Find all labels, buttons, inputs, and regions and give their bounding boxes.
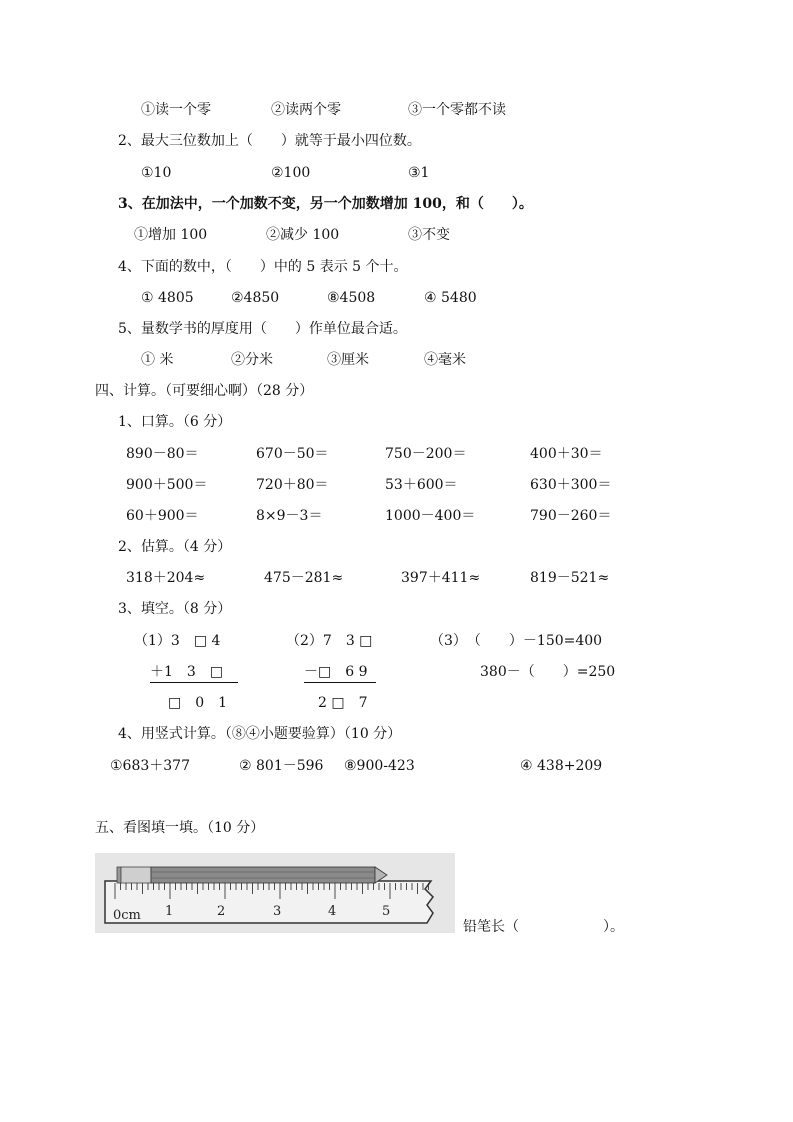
oral-item: 630＋300＝: [530, 477, 612, 493]
oral-item: 750－200＝: [385, 446, 467, 462]
question-5: 5、量数学书的厚度用（ ）作单位最合适。: [118, 321, 407, 337]
ruler-label: 3: [273, 904, 282, 919]
ruler-label: 5: [382, 904, 391, 919]
q3-option-a: ①增加 100: [134, 227, 208, 243]
oral-item: 670－50＝: [256, 446, 329, 462]
q2-option-a: ①10: [141, 165, 172, 181]
q2-option-b: ②100: [271, 165, 311, 181]
fill1-row2: ＋1 3 □: [150, 663, 238, 683]
vertical-calc-heading: 4、用竖式计算。（⑧④小题要验算）（10 分）: [118, 726, 402, 742]
q5-option-d: ④毫米: [424, 352, 466, 368]
vertical-item: ④ 438+209: [520, 758, 603, 774]
fill2-row3: 2 □ 7: [318, 695, 368, 711]
estimate-item: 397＋411≈: [401, 570, 481, 586]
oral-item: 400＋30＝: [530, 446, 603, 462]
estimate-item: 819－521≈: [530, 570, 610, 586]
q5-option-b: ②分米: [231, 352, 273, 368]
pencil-length-answer: 铅笔长（ ）。: [463, 919, 624, 935]
oral-item: 890－80＝: [126, 446, 199, 462]
estimate-item: 475－281≈: [264, 570, 344, 586]
section-5-title: 五、看图填一填。（10 分）: [95, 820, 265, 836]
oral-item: 720＋80＝: [256, 477, 329, 493]
q4-option-c: ⑧4508: [327, 290, 376, 306]
q3-option-b: ②减少 100: [266, 227, 340, 243]
fill2-row1: （2）7 3 □: [286, 633, 373, 649]
oral-item: 60＋900＝: [126, 508, 199, 524]
estimate-heading: 2、估算。（4 分）: [118, 539, 232, 555]
q5-option-a: ① 米: [141, 352, 174, 368]
q4-option-a: ① 4805: [141, 290, 194, 306]
fill1-row3: □ 0 1: [168, 695, 228, 711]
q4-option-d: ④ 5480: [424, 290, 477, 306]
ruler-label: 2: [217, 904, 226, 919]
ruler-label: 4: [328, 904, 337, 919]
option-b: ②读两个零: [271, 102, 341, 118]
ruler-label: 1: [165, 904, 174, 919]
q5-option-c: ③厘米: [327, 352, 369, 368]
fill-heading: 3、填空。（8 分）: [118, 601, 232, 617]
fill3-row1: （3） （ ）－150=400: [430, 633, 603, 649]
pencil-icon: [117, 867, 387, 883]
fill1-row1: （1）3 □ 4: [134, 633, 221, 649]
q3-option-c: ③不变: [408, 227, 450, 243]
fill2-row2: －□ 6 9: [304, 663, 376, 683]
oral-calc-heading: 1、口算。（6 分）: [118, 414, 232, 430]
vertical-item: ⑧900-423: [344, 758, 415, 774]
q4-option-b: ②4850: [231, 290, 280, 306]
oral-item: 900＋500＝: [126, 477, 208, 493]
option-a: ①读一个零: [141, 102, 211, 118]
oral-item: 1000－400＝: [385, 508, 476, 524]
question-2: 2、最大三位数加上（ ）就等于最小四位数。: [118, 133, 421, 149]
ruler-label: 0cm: [113, 908, 141, 923]
vertical-item: ①683＋377: [110, 758, 190, 774]
question-3: 3、在加法中，一个加数不变，另一个加数增加 100，和（ ）。: [118, 196, 533, 212]
q2-option-c: ③1: [408, 165, 430, 181]
option-c: ③一个零都不读: [408, 102, 506, 118]
oral-item: 53＋600＝: [385, 477, 458, 493]
estimate-item: 318＋204≈: [126, 570, 206, 586]
section-4-title: 四、计算。（可要细心啊）（28 分）: [95, 383, 314, 399]
oral-item: 790－260＝: [530, 508, 612, 524]
pencil-ruler-image: [95, 853, 455, 933]
fill3-row2: 380－（ ）=250: [480, 664, 616, 680]
oral-item: 8×9－3＝: [256, 508, 323, 524]
vertical-item: ② 801－596: [239, 758, 324, 774]
question-4: 4、下面的数中，（ ）中的 5 表示 5 个十。: [118, 259, 408, 275]
